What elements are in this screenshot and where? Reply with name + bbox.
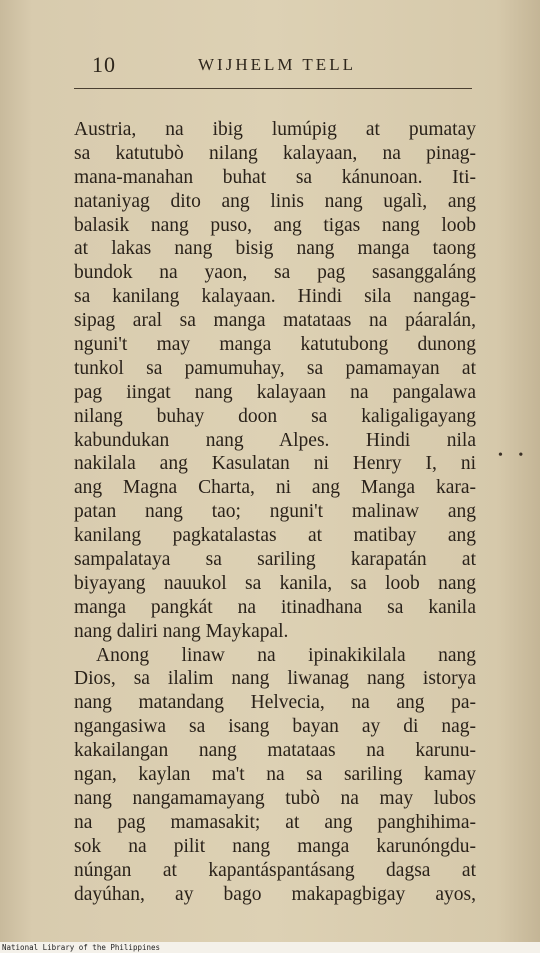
text-line: Dios, sa ilalim nang liwanag nang istorya	[74, 668, 476, 690]
text-line: mana-manahan buhat sa kánunoan. Iti-	[74, 166, 476, 188]
text-line: ngangasiwa sa isang bayan ay di nag-	[74, 716, 476, 738]
text-line: nguni't may manga katutubong dunong	[74, 334, 476, 356]
text-line: sampalataya sa sariling karapatán at	[74, 549, 476, 571]
text-line: balasik nang puso, ang tigas nang loob	[74, 214, 476, 236]
footer-bar	[0, 942, 540, 953]
text-line: biyayang nauukol sa kanila, sa loob nang	[74, 572, 476, 594]
text-line: tunkol sa pamumuhay, sa pamamayan at	[74, 357, 476, 379]
text-line: pag iingat nang kalayaan na pangalawa	[74, 381, 476, 403]
text-line: nang nangamamayang tubò na may lubos	[74, 787, 476, 809]
text-line: nilang buhay doon sa kaligaligayang	[74, 405, 476, 427]
text-line: manga pangkát na itinadhana sa kanila	[74, 596, 476, 618]
library-credit: National Library of the Philippines	[2, 943, 161, 952]
text-line: at lakas nang bisig nang manga taong	[74, 238, 476, 260]
text-line: sipag aral sa manga matataas na páaralán,	[74, 310, 476, 332]
margin-mark: • •	[498, 448, 530, 463]
text-line: na pag mamasakit; at ang panghihima-	[74, 811, 476, 833]
text-line: nang daliri nang Maykapal.	[74, 620, 289, 642]
text-line: bundok na yaon, sa pag sasanggaláng	[74, 262, 476, 284]
text-line: nataniyag dito ang linis nang ugalì, ang	[74, 190, 476, 212]
text-line: ang Magna Charta, ni ang Manga kara-	[74, 477, 476, 499]
page-number: 10	[92, 52, 116, 77]
text-line: patan nang tao; nguni't malinaw ang	[74, 501, 476, 523]
body-text	[74, 118, 476, 906]
text-line: ngan, kaylan ma't na sa sariling kamay	[74, 764, 476, 786]
page-header	[0, 52, 540, 82]
header-rule	[74, 88, 472, 89]
text-line: kakailangan nang matataas na karunu-	[74, 740, 476, 762]
text-line: Anong linaw na ipinakikilala nang	[96, 644, 476, 666]
text-line: nakilala ang Kasulatan ni Henry I, ni	[74, 453, 476, 475]
text-line: sa kanilang kalayaan. Hindi sila nangag-	[74, 286, 476, 308]
text-line: kabundukan nang Alpes. Hindi nila	[74, 429, 476, 451]
text-line: dayúhan, ay bago makapagbigay ayos,	[74, 883, 476, 905]
text-line: Austria, na ibig lumúpig at pumatay	[74, 119, 476, 140]
running-title: WIJHELM TELL	[198, 55, 356, 74]
text-line: sa katutubò nilang kalayaan, na pinag-	[74, 142, 476, 164]
text-line: núngan at kapantáspantásang dagsa at	[74, 859, 476, 881]
text-line: nang matandang Helvecia, na ang pa-	[74, 692, 476, 714]
text-line: sok na pilit nang manga karunóngdu-	[74, 835, 476, 857]
text-line: kanilang pagkatalastas at matibay ang	[74, 525, 476, 547]
